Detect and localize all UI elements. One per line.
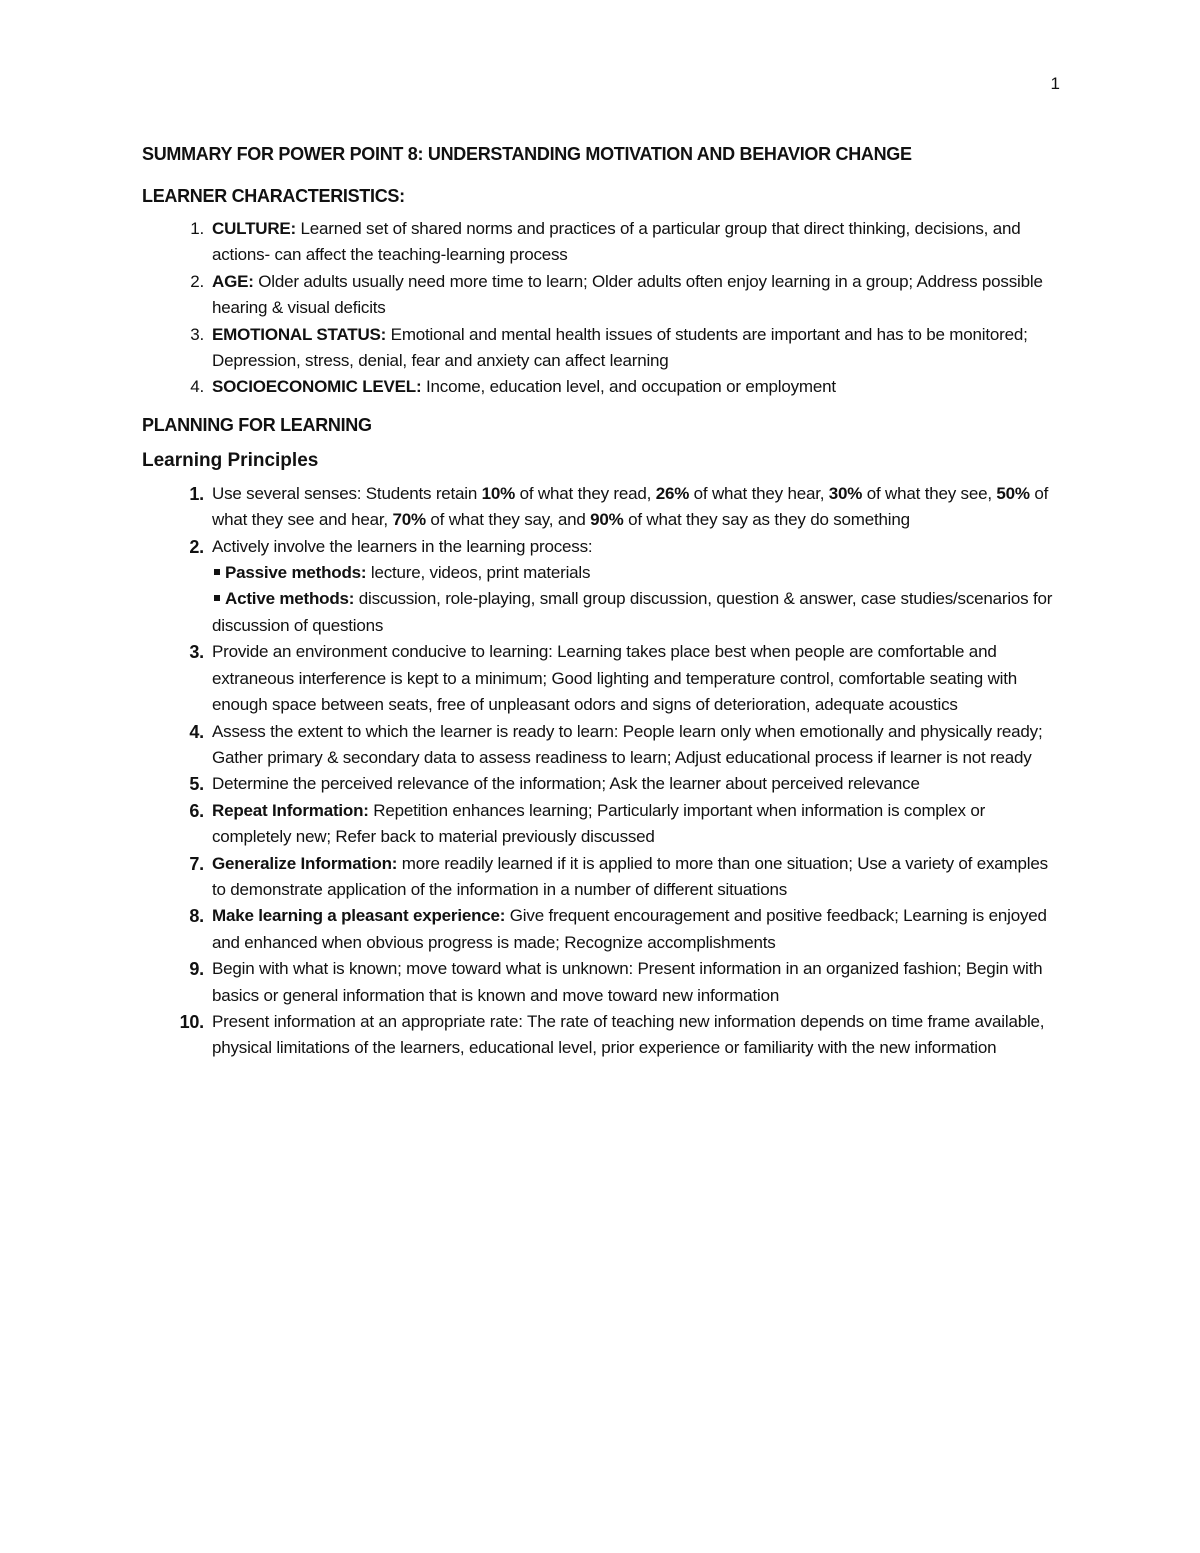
list-number: 8. xyxy=(189,906,204,927)
percent-value: 10% xyxy=(481,483,516,503)
list-item xyxy=(142,269,1062,322)
item-term: SOCIOECONOMIC LEVEL: xyxy=(212,377,422,397)
list-item xyxy=(142,481,1062,534)
item-text: of what they see and hear, xyxy=(212,483,1049,530)
list-item xyxy=(142,216,1062,269)
list-item xyxy=(142,639,1062,718)
list-number: 9. xyxy=(189,959,204,980)
list-number: 3. xyxy=(190,324,204,344)
square-bullet-icon xyxy=(214,569,220,575)
item-text: of what they say, and xyxy=(425,510,591,530)
page-number: 1 xyxy=(1050,74,1060,93)
item-term: EMOTIONAL STATUS: xyxy=(212,324,387,344)
list-number: 6. xyxy=(189,800,204,821)
learning-principles-list xyxy=(142,481,1062,1062)
item-text: Provide an environment conducive to learning: Learning takes place best when people are comfortable and extraneous interference is kept to a minimum; Good lighting and temperature control, comfortable seating with enough space between seats, free of unpleasant odors and signs of deterioration, adequate acoustics xyxy=(212,642,1018,715)
item-text: Begin with what is known; move toward what is unknown: Present information in an organized fashion; Begin with basics or general information that is known and move toward new information xyxy=(212,959,1043,1005)
item-text: Assess the extent to which the learner is ready to learn: People learn only when emotionally and physically ready; Gather primary & secondary data to assess readiness to learn; Adjust educational process if learner is not ready xyxy=(212,721,1043,767)
item-text: lecture, videos, print materials xyxy=(366,563,591,583)
item-term: Passive methods: xyxy=(225,563,367,583)
list-item xyxy=(142,1009,1062,1062)
percent-value: 90% xyxy=(590,510,624,530)
percent-value: 50% xyxy=(996,483,1030,503)
item-text: Give frequent encouragement and positive feedback; Learning is enjoyed and enhanced when obvious progress is made; Recognize accomplishments xyxy=(212,906,1047,952)
list-number: 3. xyxy=(189,642,204,663)
square-bullet-icon xyxy=(214,595,220,601)
percent-value: 26% xyxy=(655,483,690,503)
list-number: 1. xyxy=(190,219,204,238)
item-term: AGE: xyxy=(212,271,254,291)
item-text: Determine the perceived relevance of the information; Ask the learner about perceived relevance xyxy=(212,774,920,794)
list-item xyxy=(142,771,1062,797)
item-text: Emotional and mental health issues of students are important and has to be monitored; Depression, stress, denial, fear and anxiety can affect learning xyxy=(212,324,1028,371)
learning-principles-heading: Learning Principles xyxy=(142,449,319,471)
item-text: of what they see, xyxy=(862,483,997,503)
list-item xyxy=(142,374,1062,400)
item-text: of what they read, xyxy=(515,483,656,503)
item-text: Income, education level, and occupation or employment xyxy=(421,377,836,397)
document-title: SUMMARY FOR POWER POINT 8: UNDERSTANDING MOTIVATION AND BEHAVIOR CHANGE xyxy=(142,144,912,164)
list-number: 5. xyxy=(189,774,204,795)
item-term: Make learning a pleasant experience: xyxy=(212,906,506,926)
planning-heading: PLANNING FOR LEARNING xyxy=(142,414,372,435)
list-number: 2. xyxy=(189,536,204,557)
item-text: Present information at an appropriate rate: The rate of teaching new information depends on time frame available, physical limitations of the learners, educational level, prior experience or familiarity with the new information xyxy=(212,1011,1045,1058)
list-item xyxy=(142,851,1062,904)
active-methods-line xyxy=(212,586,1062,639)
learner-characteristics-heading: LEARNER CHARACTERISTICS: xyxy=(142,186,405,206)
item-text: more readily learned if it is applied to more than one situation; Use a variety of examples to demonstrate application of the information in a number of different situations xyxy=(212,853,1048,899)
list-item xyxy=(142,534,1062,640)
list-number: 2. xyxy=(190,271,204,291)
list-number: 1. xyxy=(189,483,204,504)
item-text: Older adults usually need more time to learn; Older adults often enjoy learning in a group; Address possible hearing & visual deficits xyxy=(212,271,1043,318)
percent-value: 70% xyxy=(392,510,426,530)
item-text: of what they say as they do something xyxy=(623,510,910,530)
list-item xyxy=(142,798,1062,851)
list-number: 7. xyxy=(189,853,204,874)
item-text: Actively involve the learners in the learning process: xyxy=(212,536,593,556)
item-text: Repetition enhances learning; Particularly important when information is complex or completely new; Refer back to material previously discussed xyxy=(212,800,986,847)
list-item xyxy=(142,322,1062,375)
list-number: 10. xyxy=(179,1011,204,1032)
list-item xyxy=(142,903,1062,956)
item-term: Repeat Information: xyxy=(212,800,369,820)
list-item xyxy=(142,719,1062,772)
list-number: 4. xyxy=(189,721,204,742)
learner-characteristics-list xyxy=(142,216,1062,401)
item-term: CULTURE: xyxy=(212,219,297,238)
list-number: 4. xyxy=(190,377,204,397)
percent-value: 30% xyxy=(828,483,863,503)
item-text: discussion, role-playing, small group discussion, question & answer, case studies/scenarios for discussion of questions xyxy=(212,589,1053,635)
passive-methods-line xyxy=(212,560,1062,586)
item-term: Generalize Information: xyxy=(212,853,398,873)
document-body xyxy=(142,140,1062,1072)
item-text: of what they hear, xyxy=(689,483,829,503)
item-term: Active methods: xyxy=(225,589,355,609)
item-text: Learned set of shared norms and practices of a particular group that direct thinking, decisions, and actions- can affect the teaching-learning process xyxy=(212,219,1021,265)
list-item xyxy=(142,956,1062,1009)
item-text: Use several senses: Students retain xyxy=(212,483,482,503)
